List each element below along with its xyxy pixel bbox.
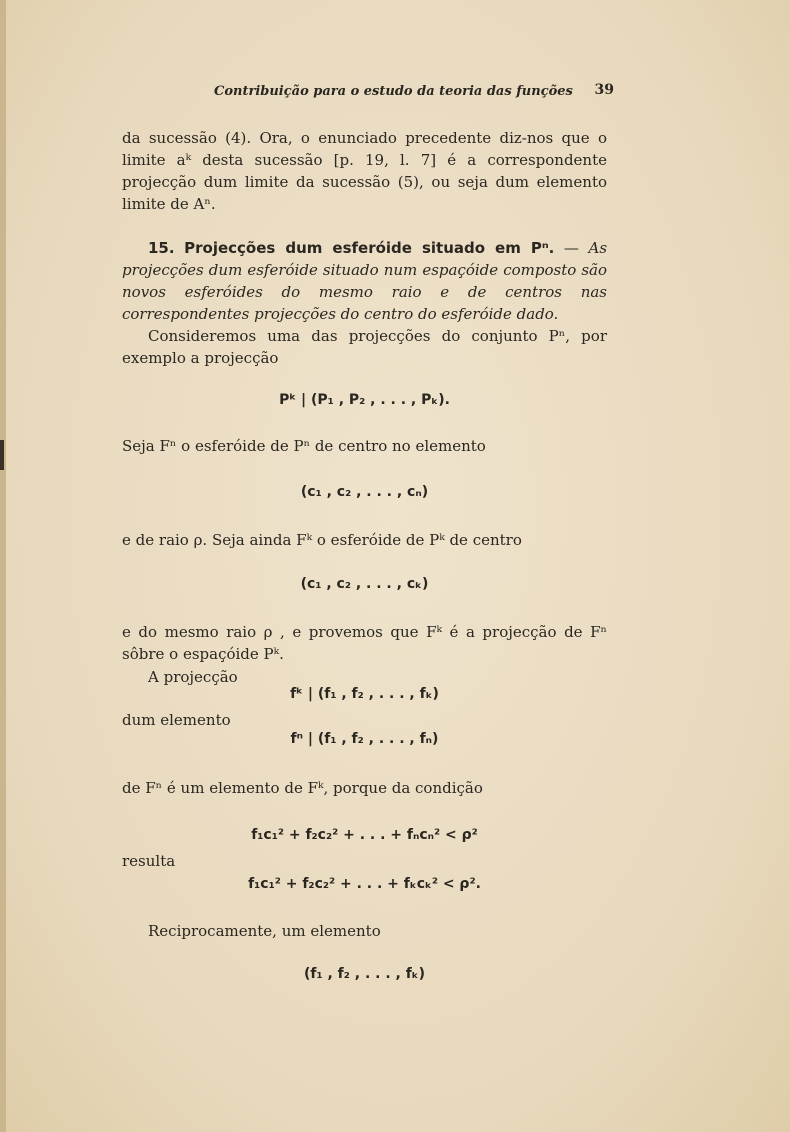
section-number: 15. (148, 239, 175, 257)
section-paragraph (122, 237, 607, 325)
paragraph-text: e de raio ρ. Seja ainda Fᵏ o esferóide de Pᵏ de centro (122, 531, 522, 549)
section-15 (122, 237, 607, 325)
paragraph-text: e do mesmo raio ρ , e provemos que Fᵏ é a projecção de Fⁿ sôbre o espaçóide Pᵏ. (122, 623, 607, 663)
paragraph-text: Consideremos uma das projecções do conjunto Pⁿ, por exemplo a projecção (122, 327, 607, 367)
paragraph-text: resulta (122, 852, 176, 870)
running-header (214, 84, 614, 104)
section-dash: — (554, 239, 589, 257)
paragraph-2 (122, 325, 607, 369)
paragraph-3 (122, 435, 607, 457)
spine-mark (0, 440, 4, 470)
formula-center-k: (c₁ , c₂ , . . . , cₖ) (300, 576, 429, 592)
paragraph-9 (122, 850, 607, 872)
formula-element-k: (f₁ , f₂ , . . . , fₖ) (303, 966, 426, 982)
paragraph-text: Reciprocamente, um elemento (148, 922, 381, 940)
running-title: Contribuição para o estudo da teoria das funções (214, 84, 573, 99)
inequality-n: f₁c₁² + f₂c₂² + . . . + fₙcₙ² < ρ² (251, 827, 478, 843)
paragraph-text: Seja Fⁿ o esferóide de Pⁿ de centro no elemento (122, 437, 486, 455)
page-number: 39 (594, 82, 614, 98)
paragraph-5 (122, 621, 607, 665)
paragraph-4 (122, 529, 607, 551)
formula-fk: fᵏ | (f₁ , f₂ , . . . , fₖ) (290, 686, 439, 702)
page-edge (0, 0, 6, 1132)
paragraph-6 (122, 666, 607, 688)
paragraph-text: A projecção (148, 668, 238, 686)
paragraph-7 (122, 709, 607, 731)
paragraph-text: de Fⁿ é um elemento de Fᵏ, porque da condição (122, 779, 483, 797)
inequality-k: f₁c₁² + f₂c₂² + . . . + fₖcₖ² < ρ². (248, 876, 481, 892)
paragraph-10 (122, 920, 607, 942)
paragraph-8 (122, 777, 607, 799)
paragraph-text: da sucessão (4). Ora, o enunciado precedente diz-nos que o limite aᵏ desta sucessão [p. 19, l. 7] é a correspondente projecção dum limite da sucessão (5), ou seja dum elemento limite de Aⁿ. (122, 129, 607, 213)
section-statement: As projecções dum esferóide situado num espaçóide composto são novos esferóides do mesmo raio e de centros nas correspondentes projecções do centro do esferóide dado. (122, 239, 608, 323)
formula-projection: Pᵏ | (P₁ , P₂ , . . . , Pₖ). (279, 392, 450, 408)
paragraph-text: dum elemento (122, 711, 231, 729)
paragraph-1 (122, 127, 607, 215)
formula-fn: fⁿ | (f₁ , f₂ , . . . , fₙ) (290, 731, 439, 747)
formula-center-n: (c₁ , c₂ , . . . , cₙ) (300, 484, 429, 500)
section-title: Projecções dum esferóide situado em Pⁿ. (184, 239, 555, 257)
